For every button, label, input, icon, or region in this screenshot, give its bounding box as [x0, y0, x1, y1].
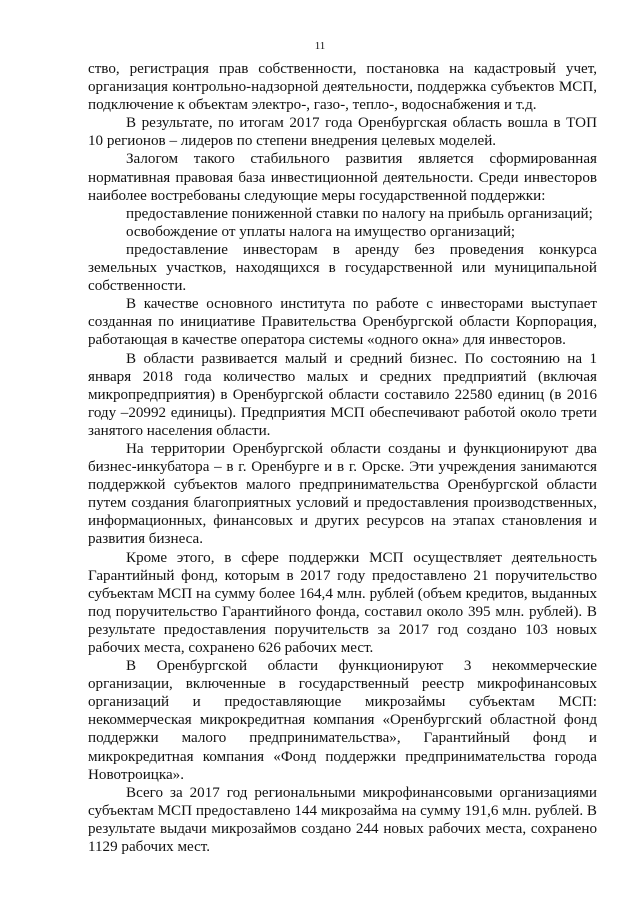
paragraph-corporation: В качестве основного института по работе с инвесторами выступает созданная по инициативе Правительства Оренбургской области Корпорация, работающая в качестве оператора системы «одного окна» для инвесторов.: [88, 296, 597, 349]
list-item-profit-tax: предоставление пониженной ставки по налогу на прибыль организаций;: [126, 205, 593, 222]
document-body: [88, 60, 597, 856]
paragraph-guarantee-fund: Кроме этого, в сфере поддержки МСП осуществляет деятельность Гарантийный фонд, которым в 2017 году предоставлено 21 поручительство субъектам МСП на сумму более 164,4 млн. рублей (объем кредитов, выданных под поручительство Гарантийного фонда, составил около 395 млн. рублей). В результате предоставления поручительств за 2017 год создано 103 новых рабочих места, сохранено 626 рабочих мест.: [88, 549, 597, 656]
paragraph-business-incubators: На территории Оренбургской области созданы и функционируют два бизнес-инкубатора – в г. Оренбурге и в г. Орске. Эти учреждения занимаются поддержкой субъектов малого предпринимательства Оренбургской области путем создания благоприятных условий и предоставления производственных, информационных, финансовых и других ресурсов на этапах становления и развития бизнеса.: [88, 440, 597, 548]
list-item-land-lease: предоставление инвесторам в аренду без проведения конкурса земельных участков, находящихся в государственной или муниципальной собственности.: [88, 241, 597, 295]
paragraph-top10-result: В результате, по итогам 2017 года Оренбургская область вошла в ТОП 10 регионов – лидеров по степени внедрения целевых моделей.: [88, 115, 597, 150]
paragraph-microloans-total: Всего за 2017 год региональными микрофинансовыми организациями субъектам МСП предоставлено 144 микрозайма на сумму 191,6 млн. рублей. В результате выдачи микрозаймов создано 244 новых рабочих места, сохранено 1129 рабочих мест.: [88, 784, 597, 856]
list-item-property-tax: освобождение от уплаты налога на имущество организаций;: [126, 223, 516, 240]
paragraph-microfinance-orgs: В Оренбургской области функционируют 3 некоммерческие организации, включенные в государственный реестр микрофинансовых организаций и предоставляющие микрозаймы субъектам МСП: некоммерческая микрокредитная компания «Оренбургский областной фонд поддержки малого предпринимательства», Гарантийный фонд и микрокредитная компания «Фонд поддержки предпринимательства города Новотроицка».: [88, 658, 597, 783]
paragraph-legal-base: Залогом такого стабильного развития является сформированная нормативная правовая база инвестиционной деятельности. Среди инвесторов наиболее востребованы следующие меры государственной поддержки:: [88, 151, 597, 204]
page-number: 11: [314, 40, 326, 52]
paragraph-continuation: ство, регистрация прав собственности, постановка на кадастровый учет, организация контрольно-надзорной деятельности, поддержка субъектов МСП, подключение к объектам электро-, газо-, тепло-, водоснабжения и т.д.: [88, 61, 597, 114]
paragraph-small-business: В области развивается малый и средний бизнес. По состоянию на 1 января 2018 года количество малых и средних предприятий (включая микропредприятия) в Оренбургской области составило 22580 единиц (в 2016 году –20992 единицы). Предприятия МСП обеспечивают работой около трети занятого населения области.: [88, 350, 597, 439]
